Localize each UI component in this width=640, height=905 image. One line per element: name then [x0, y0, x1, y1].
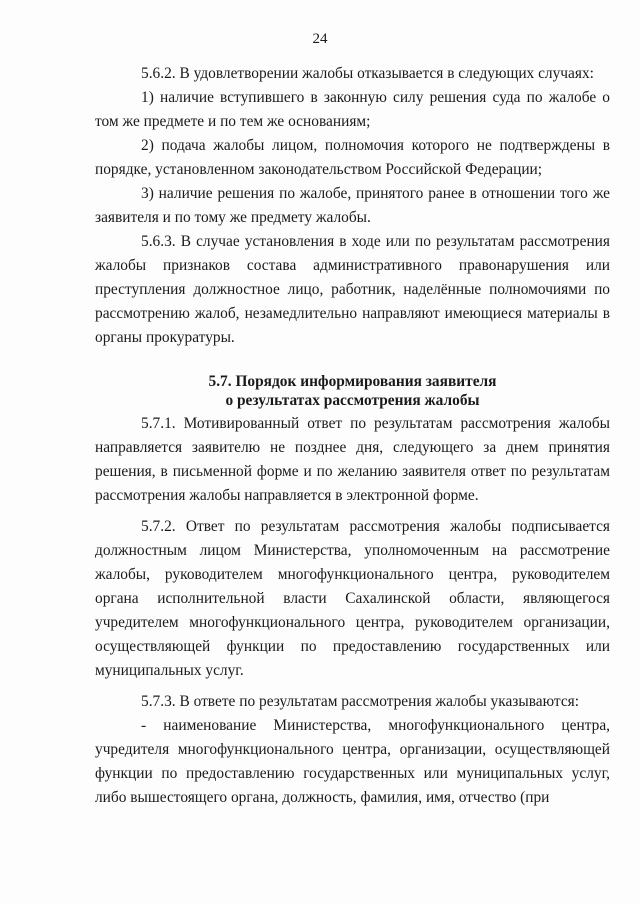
paragraph-5-7-1: 5.7.1. Мотивированный ответ по результатам рассмотрения жалобы направляется заявителю не позднее дня, следующего за днем принятия решения, в письменной форме и по желанию заявителя ответ по результатам рассмотрения жалобы направляется в электронной форме. [95, 415, 610, 504]
list-item-1: 1) наличие вступившего в законную силу решения суда по жалобе о том же предмете и по тем же основаниям; [95, 89, 610, 130]
paragraph-5-6-2: 5.6.2. В удовлетворении жалобы отказывается в следующих случаях: [141, 65, 594, 82]
page-number: 24 [312, 31, 328, 47]
paragraph-5-7-3: 5.7.3. В ответе по результатам рассмотрения жалобы указываются: [141, 693, 580, 710]
list-item-2: 2) подача жалобы лицом, полномочия которого не подтверждены в порядке, установленном законодательством Российской Федерации; [95, 137, 610, 178]
paragraph-5-6-3: 5.6.3. В случае установления в ходе или по результатам рассмотрения жалобы признаков состава административного правонарушения или преступления должностное лицо, работник, наделённые полномочиями по рассмотрению жалоб, незамедлительно направляют имеющиеся материалы в органы прокуратуры. [95, 233, 610, 346]
document-body [95, 62, 610, 810]
paragraph-5-7-2: 5.7.2. Ответ по результатам рассмотрения жалобы подписывается должностным лицом Министерства, уполномоченным на рассмотрение жалобы, руководителем многофункционального центра, руководителем органа исполнительной власти Сахалинской области, являющегося учредителем многофункционального центра, руководителем организации, осуществляющей функции по предоставлению государственных или муниципальных услуг. [95, 518, 610, 679]
heading-line-2: о результатах рассмотрения жалобы [225, 392, 480, 409]
list-item-3: 3) наличие решения по жалобе, принятого ранее в отношении того же заявителя и по тому же предмету жалобы. [95, 185, 610, 226]
section-heading-5-7 [95, 372, 610, 410]
heading-line-1: 5.7. Порядок информирования заявителя [208, 373, 497, 390]
list-item-dash: - наименование Министерства, многофункционального центра, учредителя многофункционального центра, организации, осуществляющей функции по предоставлению государственных или муниципальных услуг, либо вышестоящего органа, должность, фамилия, имя, отчество (при [95, 717, 610, 806]
